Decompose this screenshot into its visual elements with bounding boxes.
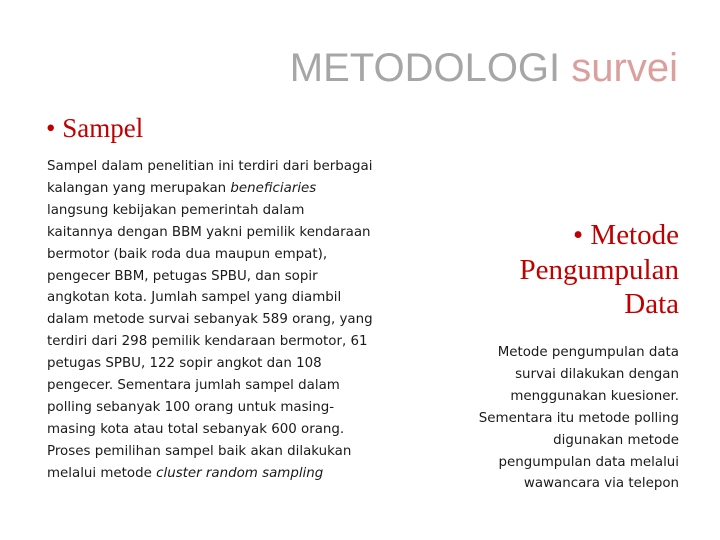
text-line: Metode pengumpulan data (497, 345, 679, 360)
text-line: polling sebanyak 100 orang untuk masing- (47, 399, 335, 415)
text-line: survai dilakukan dengan (515, 366, 679, 382)
title-main: METODOLOGI (289, 46, 561, 90)
metode-heading (419, 218, 679, 322)
text-line: pengecer BBM, petugas SPBU, dan sopir (47, 268, 318, 284)
text-line: bermotor (baik roda dua maupun empat), (47, 246, 328, 262)
text-line: melalui metode cluster random sampling (47, 465, 324, 481)
text-line: kaitannya dengan BBM yakni pemilik kendaraan (47, 224, 371, 240)
text-line: langsung kebijakan pemerintah dalam (47, 202, 305, 218)
text-line: masing kota atau total sebanyak 600 orang. (47, 421, 345, 437)
sampel-paragraph (47, 156, 412, 485)
title-accent: survei (571, 46, 678, 90)
sampel-heading: • Sampel (46, 113, 144, 143)
text-line: dalam metode survai sebanyak 589 orang, yang (47, 312, 373, 328)
metode-paragraph (419, 342, 679, 495)
heading-line: • Metode (573, 219, 679, 251)
text-line: Sampel dalam penelitian ini terdiri dari berbagai (47, 159, 373, 174)
text-line: Sementara itu metode polling (478, 410, 679, 426)
slide-title (290, 42, 678, 94)
text-line: wawancara via telepon (523, 476, 679, 492)
text-line: kalangan yang merupakan beneficiaries (47, 180, 317, 196)
text-line: terdiri dari 298 pemilik kendaraan bermotor, 61 (47, 334, 368, 350)
text-line: menggunakan kuesioner. (510, 388, 679, 404)
heading-line: Data (624, 288, 679, 320)
text-line: pengecer. Sementara jumlah sampel dalam (47, 378, 340, 394)
text-line: pengumpulan data melalui (498, 454, 679, 470)
text-line: digunakan metode (553, 432, 679, 448)
text-line: angkotan kota. Jumlah sampel yang diambil (47, 290, 342, 306)
text-line: petugas SPBU, 122 sopir angkot dan 108 (47, 356, 322, 372)
heading-line: Pengumpulan (519, 253, 679, 286)
text-line: Proses pemilihan sampel baik akan dilakukan (47, 443, 352, 459)
